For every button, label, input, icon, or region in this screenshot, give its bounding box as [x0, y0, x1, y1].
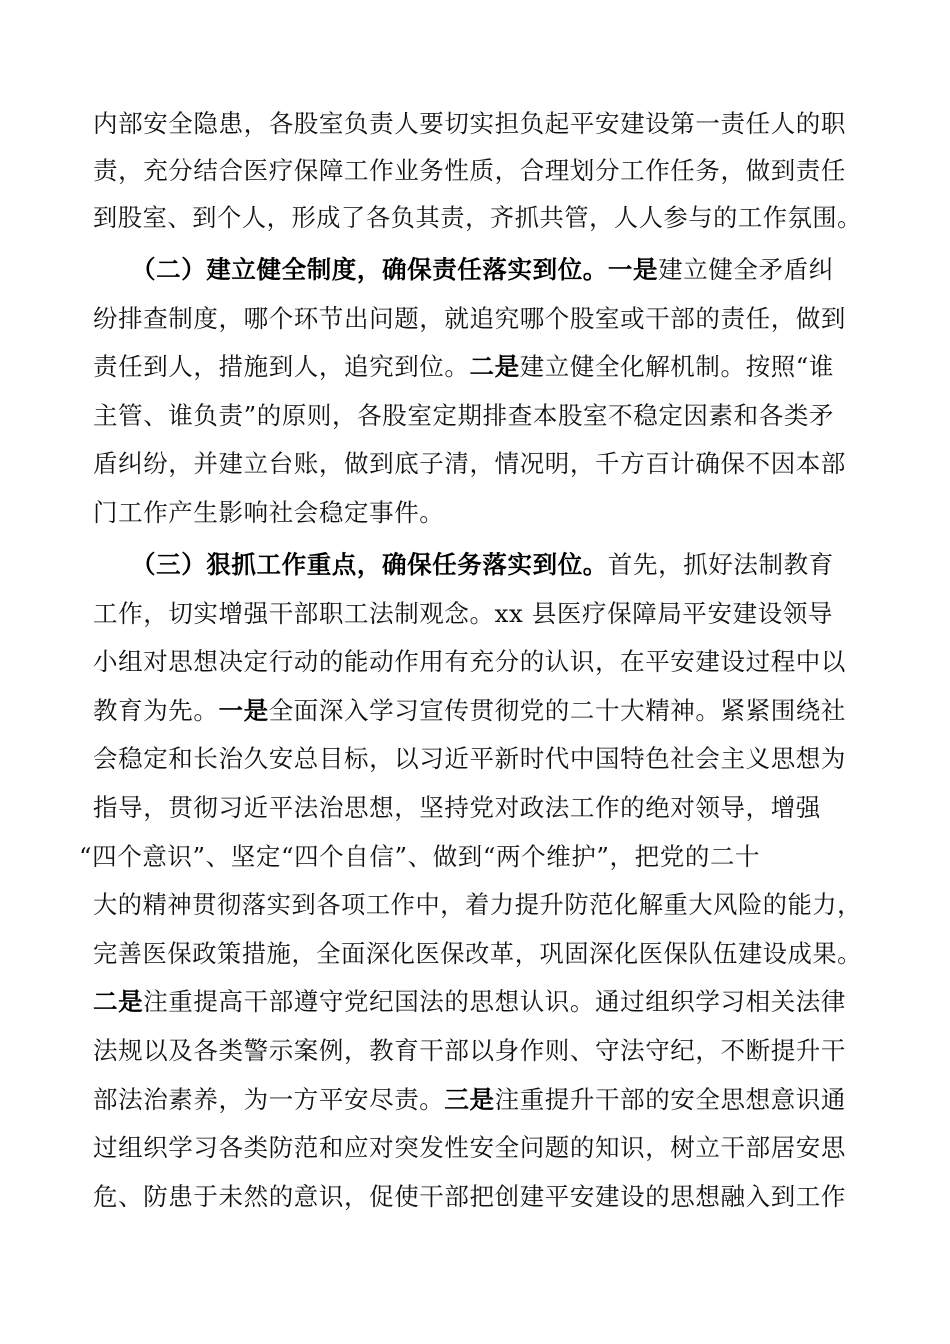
- text-line: [93, 885, 950, 925]
- line-text: 大的精神贯彻落实到各项工作中，着力提升防范化解重大风险的能力，: [93, 890, 862, 919]
- text-line: [93, 1031, 950, 1071]
- line-text: 盾纠纷，并建立台账，做到底子清，情况明，千方百计确保不因本部: [93, 449, 846, 478]
- text-line: [93, 1080, 950, 1120]
- line-text: 首先，抓好法制教育: [607, 550, 834, 579]
- section-heading: （二）建立健全制度，确保责任落实到位。: [131, 255, 608, 284]
- section-heading: （三）狠抓工作重点，确保任务落实到位。: [131, 550, 608, 579]
- line-text: 建立健全矛盾纠: [658, 255, 834, 284]
- line-text: 小组对思想决定行动的能动作用有充分的认识，在平安建设过程中以: [93, 647, 846, 676]
- line-text: 注重提升干部的安全思想意识通: [494, 1085, 847, 1114]
- text-line: [93, 347, 950, 387]
- text-line: [93, 151, 950, 191]
- text-line: [93, 299, 950, 339]
- line-text: 责任到人，措施到人，追究到位。: [93, 352, 470, 381]
- line-text: 到股室、到个人，形成了各负其责，齐抓共管，人人参与的工作氛围。: [93, 203, 862, 232]
- text-line: [93, 198, 950, 238]
- text-line: [93, 104, 950, 144]
- text-line: [93, 493, 950, 533]
- text-line: [93, 1177, 950, 1217]
- text-line: [93, 982, 950, 1022]
- line-text: 指导，贯彻习近平法治思想，坚持党对政法工作的绝对领导，增强: [93, 793, 821, 822]
- text-line: [93, 691, 950, 731]
- line-text: 建立健全化解机制。按照“谁: [519, 352, 835, 381]
- bold-label: 一是: [218, 696, 269, 725]
- line-text: 内部安全隐患，各股室负责人要切实担负起平安建设第一责任人的职: [93, 109, 846, 138]
- line-text: 危、防患于未然的意识，促使干部把创建平安建设的思想融入到工作: [93, 1182, 846, 1211]
- text-line: [93, 788, 950, 828]
- line-text: 纷排查制度，哪个环节出问题，就追究哪个股室或干部的责任，做到: [93, 304, 846, 333]
- line-text: 部法治素养，为一方平安尽责。: [93, 1085, 445, 1114]
- line-text: 会稳定和长治久安总目标，以习近平新时代中国特色社会主义思想为: [93, 744, 846, 773]
- text-line: [93, 594, 950, 634]
- line-text: 责，充分结合医疗保障工作业务性质，合理划分工作任务，做到责任: [93, 156, 846, 185]
- bold-label: 二是: [93, 987, 144, 1016]
- text-line: [79, 837, 950, 877]
- line-text: 主管、谁负责”的原则，各股室定期排查本股室不稳定因素和各类矛: [93, 401, 835, 430]
- bold-label: 二是: [469, 352, 520, 381]
- line-text: 法规以及各类警示案例，教育干部以身作则、守法守纪，不断提升干: [93, 1036, 846, 1065]
- text-line: [93, 934, 950, 974]
- text-line: [93, 396, 950, 436]
- bold-label: 一是: [607, 255, 659, 284]
- text-line: [93, 739, 950, 779]
- line-text: 全面深入学习宣传贯彻党的二十大精神。紧紧围绕社: [268, 696, 847, 725]
- line-text: 完善医保政策措施，全面深化医保改革，巩固深化医保队伍建设成果。: [93, 939, 862, 968]
- line-text: 教育为先。: [93, 696, 219, 725]
- line-text: 注重提高干部遵守党纪国法的思想认识。通过组织学习相关法律: [143, 987, 846, 1016]
- line-text: 门工作产生影响社会稳定事件。: [93, 498, 445, 527]
- line-text: 工作，切实增强干部职工法制观念。xx 县医疗保障局平安建设领导: [93, 599, 834, 628]
- text-line: [131, 545, 950, 585]
- line-text: “四个意识”、坚定“四个自信”、做到“两个维护”，把党的二十: [79, 842, 761, 871]
- text-line: [131, 250, 950, 290]
- text-line: [93, 642, 950, 682]
- text-line: [93, 444, 950, 484]
- text-line: [93, 1128, 950, 1168]
- line-text: 过组织学习各类防范和应对突发性安全问题的知识，树立干部居安思: [93, 1133, 846, 1162]
- bold-label: 三是: [444, 1085, 495, 1114]
